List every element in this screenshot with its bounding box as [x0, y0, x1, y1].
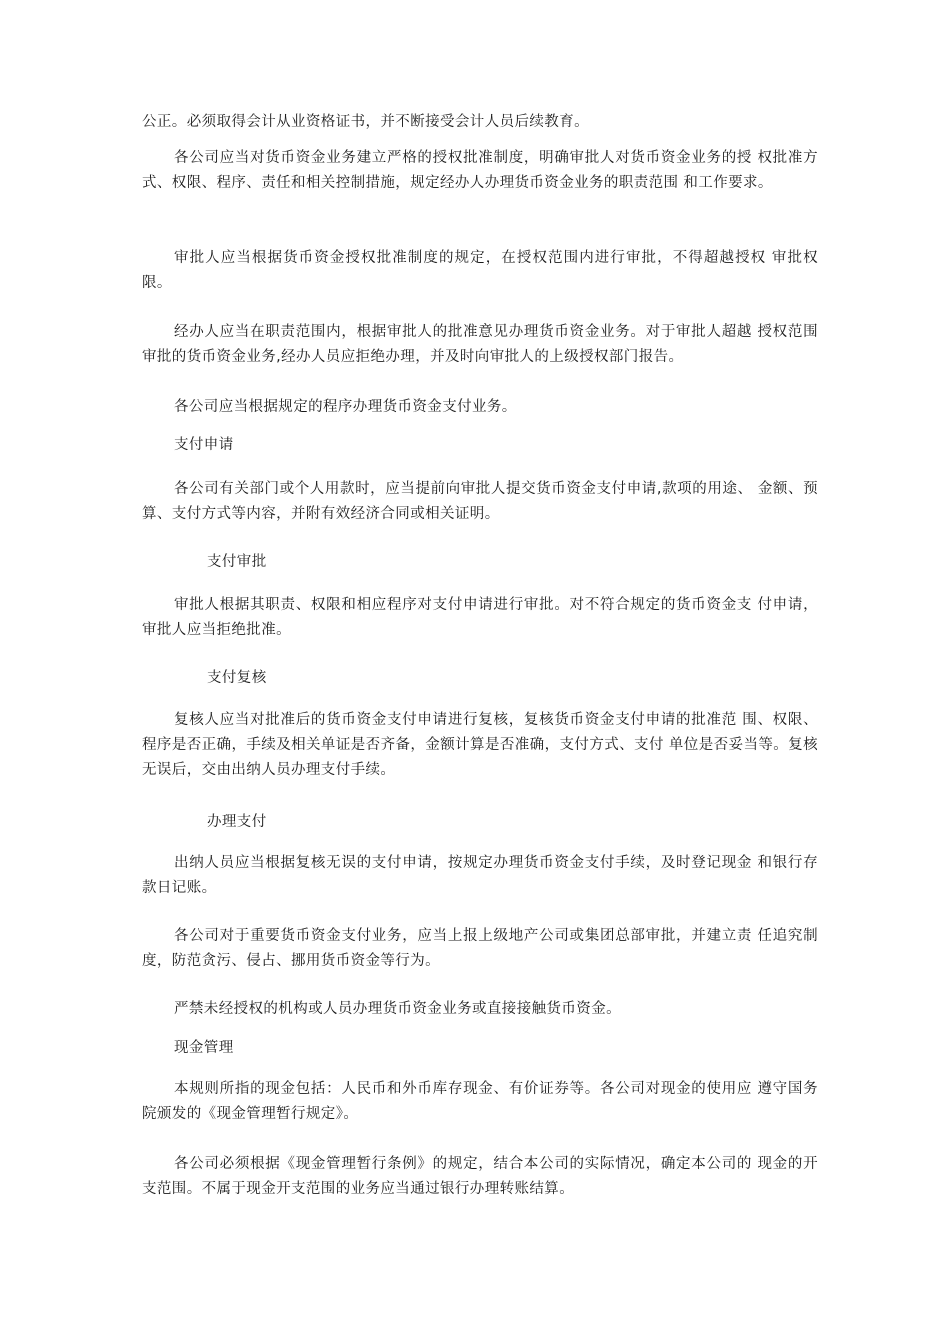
heading-payment-review: 支付复核 [207, 670, 267, 686]
heading-payment-application: 支付申请 [174, 437, 234, 453]
heading-cash-management: 现金管理 [174, 1040, 234, 1056]
paragraph-authorization-system: 各公司应当对货币资金业务建立严格的授权批准制度，明确审批人对货币资金业务的授 权批准方式、权限、程序、责任和相关控制措施，规定经办人办理货币资金业务的职责范围 和工作要求。 [142, 150, 818, 191]
paragraph-payment-procedure: 各公司应当根据规定的程序办理货币资金支付业务。 [174, 399, 517, 415]
paragraph-make-payment: 出纳人员应当根据复核无误的支付申请，按规定办理货币资金支付手续，及时登记现金 和银行存款日记账。 [142, 855, 818, 896]
paragraph-unauthorized-prohibited: 严禁未经授权的机构或人员办理货币资金业务或直接接触货币资金。 [174, 1001, 621, 1017]
paragraph-handler-rules: 经办人应当在职责范围内，根据审批人的批准意见办理货币资金业务。对于审批人超越 授权范围审批的货币资金业务,经办人员应拒绝办理，并及时向审批人的上级授权部门报告。 [142, 324, 818, 365]
paragraph-cash-scope: 各公司必须根据《现金管理暂行条例》的规定，结合本公司的实际情况，确定本公司的 现金的开支范围。不属于现金开支范围的业务应当通过银行办理转账结算。 [142, 1156, 818, 1197]
paragraph-continuation: 公正。必须取得会计从业资格证书，并不断接受会计人员后续教育。 [142, 114, 589, 130]
heading-make-payment: 办理支付 [207, 814, 267, 830]
paragraph-payment-approval: 审批人根据其职责、权限和相应程序对支付申请进行审批。对不符合规定的货币资金支 付申请，审批人应当拒绝批准。 [142, 597, 818, 638]
paragraph-approver-rules: 审批人应当根据货币资金授权批准制度的规定，在授权范围内进行审批，不得超越授权 审批权限。 [142, 250, 818, 291]
heading-payment-approval: 支付审批 [207, 554, 267, 570]
paragraph-payment-application: 各公司有关部门或个人用款时，应当提前向审批人提交货币资金支付申请,款项的用途、 金额、预算、支付方式等内容，并附有效经济合同或相关证明。 [142, 481, 818, 522]
paragraph-payment-review: 复核人应当对批准后的货币资金支付申请进行复核，复核货币资金支付申请的批准范 围、权限、程序是否正确，手续及相关单证是否齐备，金额计算是否准确，支付方式、支付 单位是否妥当等。复核无误后，交由出纳人员办理支付手续。 [142, 712, 818, 778]
paragraph-cash-definition: 本规则所指的现金包括：人民币和外币库存现金、有价证券等。各公司对现金的使用应 遵守国务院颁发的《现金管理暂行规定》。 [142, 1081, 818, 1122]
paragraph-important-payments: 各公司对于重要货币资金支付业务，应当上报上级地产公司或集团总部审批，并建立责 任追究制度，防范贪污、侵占、挪用货币资金等行为。 [142, 928, 818, 969]
